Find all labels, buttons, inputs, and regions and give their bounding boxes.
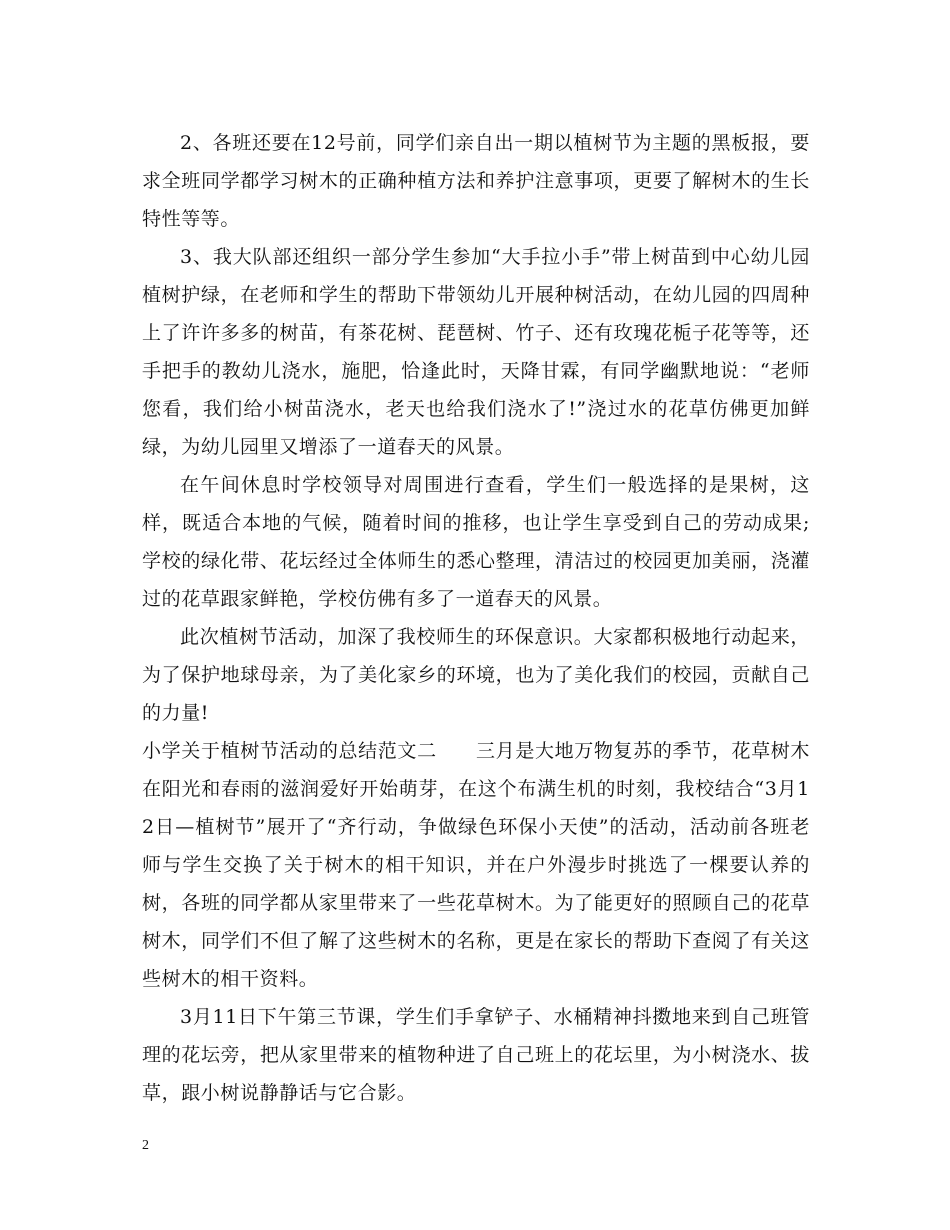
paragraph-kindergarten-planting: 3、我大队部还组织一部分学生参加“大手拉小手”带上树苗到中心幼儿园植树护绿，在老师和学生的帮助下带领幼儿开展种树活动，在幼儿园的四周种上了许许多多的树苗，有茶花树、琵琶树、竹子、还有玫瑰花栀子花等等，还手把手的教幼儿浇水，施肥，恰逢此时，天降甘霖，有同学幽默地说：“老师您看，我们给小树苗浇水，老天也给我们浇水了!”浇过水的花草仿佛更加鲜绿，为幼儿园里又增添了一道春天的风景。 (142, 246, 810, 458)
paragraph-summary-two: 小学关于植树节活动的总结范文二 三月是大地万物复苏的季节，花草树木在阳光和春雨的滋润爱好开始萌芽，在这个布满生机的时刻，我校结合“3月12日—植树节”展开了“齐行动，争做绿色环保小天使”的活动，活动前各班老师与学生交换了关于树木的相干知识，并在户外漫步时挑选了一棵要认养的树，各班的同学都从家里带来了一些花草树木。为了能更好的照顾自己的花草树木，同学们不但了解了这些树木的名称，更是在家长的帮助下查阅了有关这些树木的相干资料。 (142, 740, 810, 990)
page-number: 2 (142, 1138, 149, 1153)
paragraph-blackboard-report: 2、各班还要在12号前，同学们亲自出一期以植树节为主题的黑板报，要求全班同学都学习树木的正确种植方法和养护注意事项，更要了解树木的生长特性等等。 (142, 132, 810, 230)
paragraph-lunch-inspection: 在午间休息时学校领导对周围进行查看，学生们一般选择的是果树，这样，既适合本地的气候，随着时间的推移，也让学生享受到自己的劳动成果;学校的绿化带、花坛经过全体师生的悉心整理，清洁过的校园更加美丽，浇灌过的花草跟家鲜艳，学校仿佛有多了一道春天的风景。 (142, 474, 810, 610)
document-body (142, 124, 810, 1112)
paragraph-environmental-awareness: 此次植树节活动，加深了我校师生的环保意识。大家都积极地行动起来，为了保护地球母亲，为了美化家乡的环境，也为了美化我们的校园，贡献自己的力量! (142, 626, 810, 724)
paragraph-march-eleven: 3月11日下午第三节课，学生们手拿铲子、水桶精神抖擞地来到自己班管理的花坛旁，把从家里带来的植物种进了自己班上的花坛里，为小树浇水、拔草，跟小树说静静话与它合影。 (142, 1006, 810, 1104)
